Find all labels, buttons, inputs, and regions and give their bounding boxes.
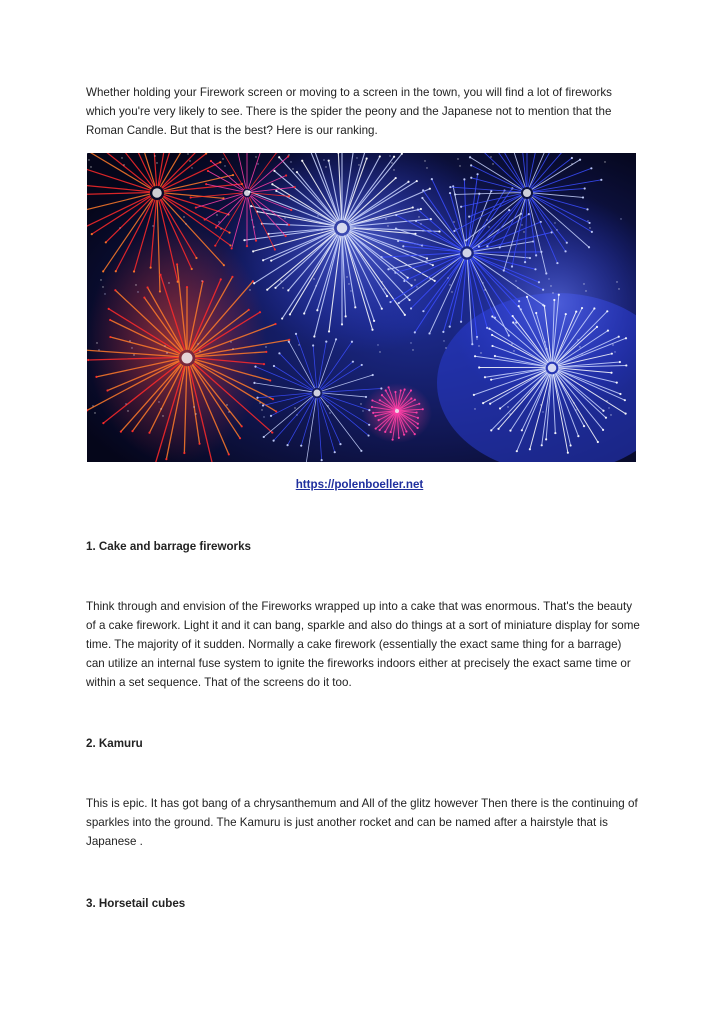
- section-heading-1: 1. Cake and barrage fireworks: [86, 540, 251, 553]
- section-body-2: This is epic. It has got bang of a chrysanthemum and All of the glitz however Then there is the continuing of sparkles into the ground. The Kamuru is just another rocket and can be named after a hairstyle that is Japanese .: [86, 797, 638, 848]
- section-heading-3: 3. Horsetail cubes: [86, 897, 186, 910]
- source-link[interactable]: https://polenboeller.net: [295, 478, 424, 491]
- fireworks-image: [87, 153, 636, 462]
- section-heading-2: 2. Kamuru: [86, 737, 143, 750]
- section-body-1: Think through and envision of the Fireworks wrapped up into a cake that was enormous. That's the beauty of a cake firework. Light it and it can bang, sparkle and also do things at a sort of miniature display for some time. The majority of it sudden. Normally a cake firework (essentially the exact same thing for a barrage) can utilize an internal fuse system to ignite the fireworks indoors either at precisely the exact same time or within a set sequence. That of the screens do it too.: [86, 600, 640, 689]
- intro-paragraph: Whether holding your Firework screen or moving to a screen in the town, you will find a lot of fireworks which you're very likely to see. There is the spider the peony and the Japanese not to mention that the Roman Candle. But that is the best? Here is our ranking.: [86, 86, 612, 137]
